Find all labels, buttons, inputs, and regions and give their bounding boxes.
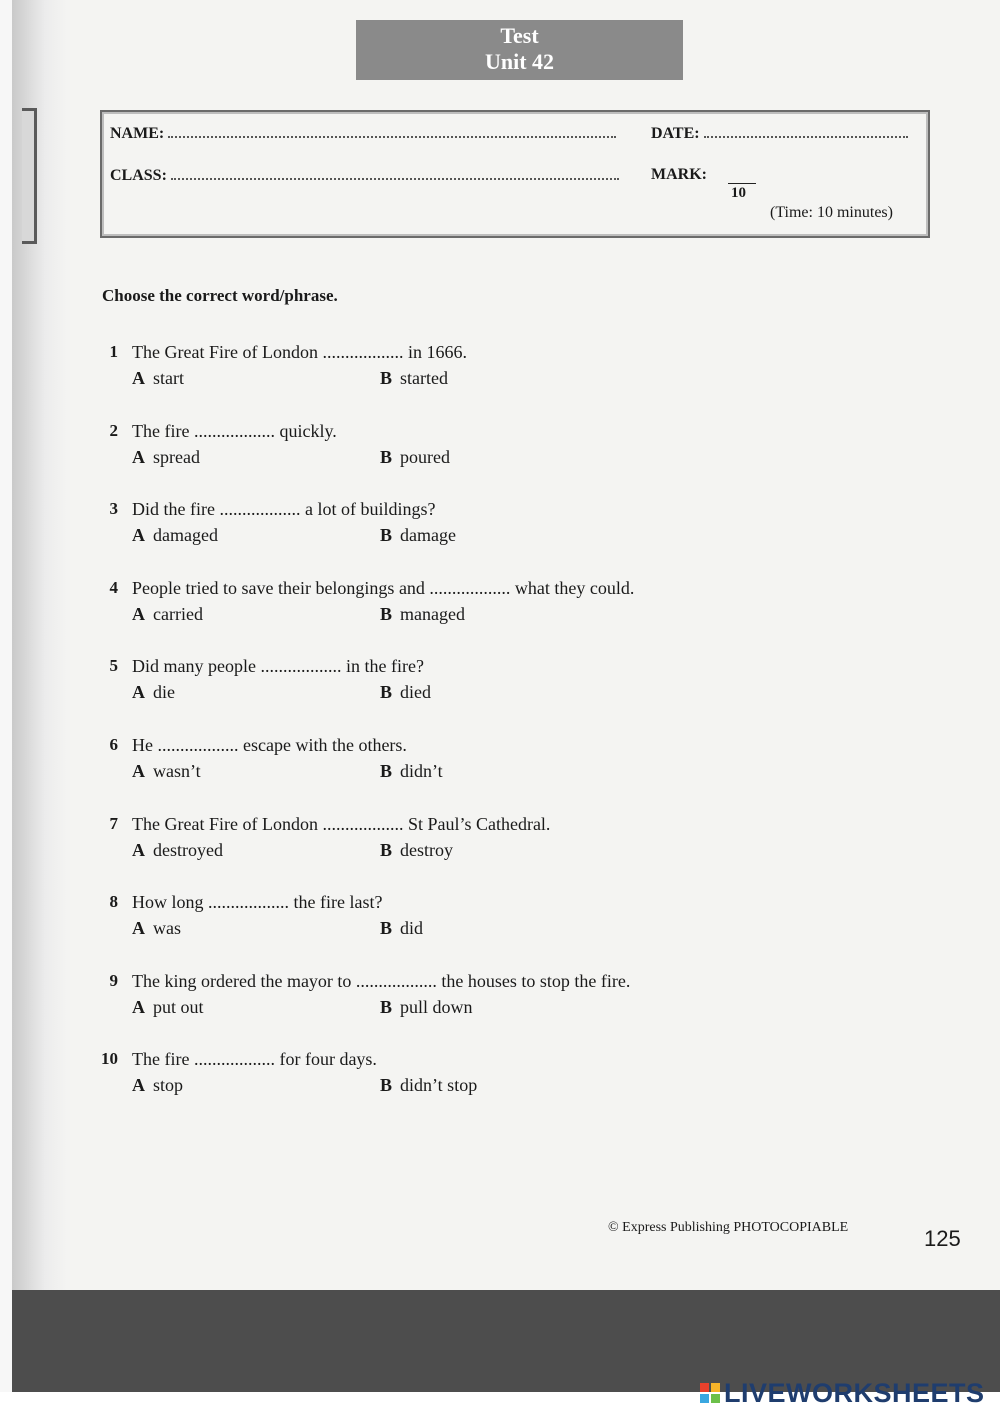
- option-b[interactable]: [380, 368, 448, 389]
- question-number: 5: [109, 656, 118, 676]
- class-row: [110, 166, 619, 185]
- question-text: People tried to save their belongings and .................. what they could.: [132, 577, 635, 598]
- option-a[interactable]: [132, 682, 175, 703]
- question-text: The Great Fire of London .................. in 1666.: [132, 342, 467, 362]
- option-b-text: damage: [400, 525, 456, 546]
- question-text: Did the fire .................. a lot of buildings?: [132, 499, 436, 520]
- test-title: Test: [500, 23, 539, 48]
- option-b[interactable]: [380, 761, 443, 782]
- page-number: 125: [924, 1226, 961, 1251]
- question-number: 4: [109, 577, 118, 597]
- option-b[interactable]: [380, 1075, 477, 1096]
- option-a[interactable]: [132, 525, 218, 546]
- option-a-text: spread: [153, 446, 200, 467]
- option-b[interactable]: [380, 997, 473, 1018]
- option-letter-b: B: [380, 368, 393, 388]
- question-text: Did many people .................. in the fire?: [132, 656, 424, 677]
- book-spine-shadow: [12, 0, 67, 1290]
- question-number: 1: [109, 342, 118, 361]
- option-b-text: didn’t stop: [400, 1075, 478, 1096]
- option-letter-a: A: [132, 446, 145, 467]
- test-title-banner: [356, 20, 683, 80]
- option-b-text: didn’t: [400, 761, 443, 781]
- spine-tab-marker: [22, 108, 37, 244]
- option-b[interactable]: [380, 604, 465, 625]
- option-b-text: started: [400, 368, 448, 388]
- question-number: 6: [109, 735, 118, 754]
- class-field[interactable]: [171, 166, 619, 180]
- option-b[interactable]: [380, 918, 423, 939]
- option-a-text: damaged: [153, 525, 218, 546]
- option-b-text: poured: [400, 446, 450, 467]
- question-text: He .................. escape with the others.: [132, 735, 407, 755]
- option-a-text: destroyed: [153, 839, 223, 860]
- option-letter-a: A: [132, 839, 145, 860]
- name-row: [110, 124, 616, 143]
- option-a-text: was: [153, 918, 181, 939]
- date-row: [651, 124, 908, 143]
- option-a-text: stop: [153, 1075, 184, 1096]
- question-text: The king ordered the mayor to .................. the houses to stop the fire.: [132, 970, 631, 991]
- option-a-text: start: [153, 368, 184, 388]
- option-letter-b: B: [380, 682, 393, 703]
- option-a[interactable]: [132, 368, 184, 389]
- option-letter-a: A: [132, 525, 145, 546]
- class-label: CLASS:: [110, 167, 167, 184]
- question-text: The fire .................. quickly.: [132, 420, 337, 441]
- option-letter-b: B: [380, 1075, 393, 1096]
- question-text: How long .................. the fire last?: [132, 892, 383, 913]
- time-limit-note: (Time: 10 minutes): [770, 204, 893, 221]
- question-number: 2: [109, 420, 118, 440]
- option-letter-a: A: [132, 918, 145, 939]
- instructions: Choose the correct word/phrase.: [102, 286, 338, 305]
- date-field[interactable]: [704, 124, 908, 138]
- mark-total: 10: [731, 185, 746, 201]
- option-a[interactable]: [132, 447, 200, 468]
- option-b[interactable]: [380, 447, 450, 468]
- logo-square-red: [700, 1383, 709, 1392]
- option-letter-b: B: [380, 839, 393, 860]
- name-label: NAME:: [110, 125, 165, 142]
- option-b-text: managed: [400, 603, 465, 624]
- option-letter-b: B: [380, 918, 393, 939]
- option-letter-a: A: [132, 603, 145, 624]
- option-letter-a: A: [132, 996, 145, 1017]
- option-letter-a: A: [132, 368, 145, 388]
- option-b-text: did: [400, 918, 424, 939]
- option-a[interactable]: [132, 761, 201, 782]
- copyright-notice: © Express Publishing PHOTOCOPIABLE: [608, 1220, 849, 1235]
- liveworksheets-watermark: [700, 1378, 985, 1408]
- page-left-margin: [0, 0, 12, 1413]
- option-a[interactable]: [132, 604, 203, 625]
- question-number: 3: [109, 499, 118, 519]
- option-letter-b: B: [380, 761, 393, 781]
- option-letter-a: A: [132, 682, 145, 703]
- option-a[interactable]: [132, 840, 223, 861]
- question-number: 7: [109, 813, 118, 833]
- option-b-text: died: [400, 682, 432, 703]
- name-field[interactable]: [168, 124, 616, 138]
- logo-square-green: [711, 1394, 720, 1403]
- option-b-text: pull down: [400, 996, 473, 1017]
- option-letter-b: B: [380, 996, 393, 1017]
- option-a-text: wasn’t: [153, 761, 201, 781]
- option-a-text: die: [153, 682, 175, 703]
- question-number: 9: [109, 970, 118, 990]
- option-a[interactable]: [132, 997, 204, 1018]
- liveworksheets-logo-icon: [700, 1383, 720, 1403]
- question-number: 10: [101, 1049, 118, 1069]
- mark-field[interactable]: [728, 183, 756, 184]
- option-b-text: destroy: [400, 839, 454, 860]
- watermark-text: LIVEWORKSHEETS: [724, 1377, 985, 1408]
- option-letter-b: B: [380, 603, 393, 624]
- unit-title: Unit 42: [484, 49, 555, 74]
- option-b[interactable]: [380, 682, 431, 703]
- option-letter-a: A: [132, 1075, 145, 1096]
- option-b[interactable]: [380, 840, 453, 861]
- question-text: The fire .................. for four days.: [132, 1049, 377, 1070]
- logo-square-blue: [700, 1394, 709, 1403]
- logo-square-yellow: [711, 1383, 720, 1392]
- question-text: The Great Fire of London .................. St Paul’s Cathedral.: [132, 813, 551, 834]
- mark-row: [651, 166, 707, 184]
- option-a[interactable]: [132, 1075, 183, 1096]
- option-a-text: carried: [153, 603, 203, 624]
- question-number: 8: [109, 892, 118, 912]
- option-letter-b: B: [380, 446, 393, 467]
- mark-label: MARK:: [651, 166, 707, 183]
- date-label: DATE:: [651, 125, 700, 142]
- option-letter-b: B: [380, 525, 393, 546]
- option-a-text: put out: [153, 996, 204, 1017]
- option-letter-a: A: [132, 761, 145, 781]
- option-a[interactable]: [132, 918, 181, 939]
- option-b[interactable]: [380, 525, 456, 546]
